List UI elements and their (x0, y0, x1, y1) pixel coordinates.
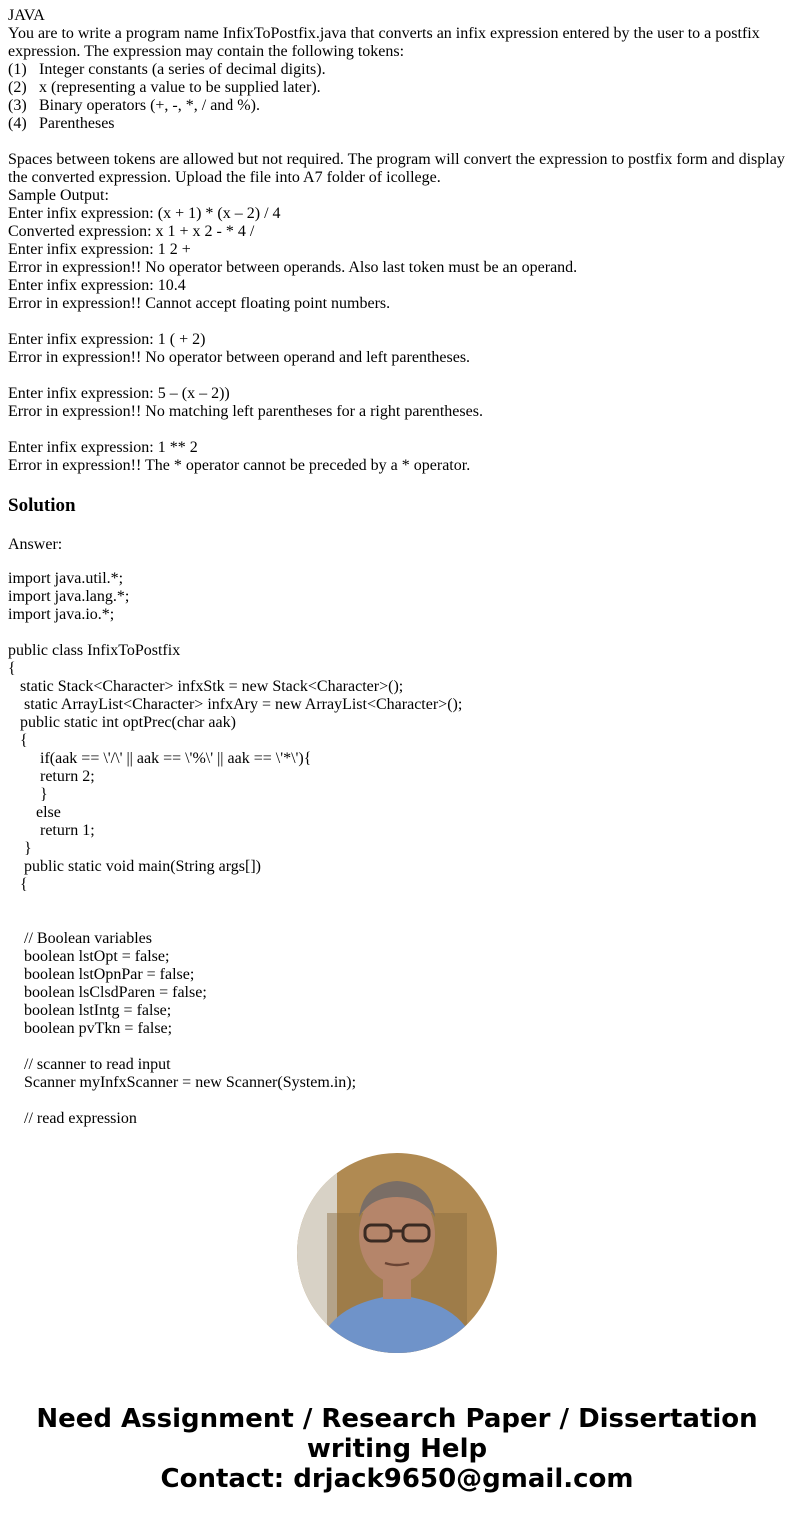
code-line: } (8, 840, 32, 857)
token-text: Integer constants (a series of decimal digits). (39, 61, 326, 78)
code-line (8, 912, 790, 930)
code-line: // scanner to read input (8, 1056, 171, 1073)
code-line: boolean lstIntg = false; (8, 1002, 172, 1019)
sample-line: Enter infix expression: 5 – (x – 2)) (8, 385, 230, 402)
solution-heading: Solution (8, 495, 76, 516)
sample-line: Enter infix expression: 10.4 (8, 277, 186, 294)
code-line: return 1; (8, 822, 95, 839)
question-description: Spaces between tokens are allowed but not required. The program will convert the expression to postfix form and display the converted expression. Upload the file into A7 folder of icollege. (8, 151, 789, 186)
token-number: (1) (8, 61, 27, 78)
spacer (8, 313, 790, 331)
code-line: boolean lstOpt = false; (8, 948, 170, 965)
token-list-item (8, 97, 790, 115)
code-line (8, 894, 790, 912)
code-line: public static int optPrec(char aak) (8, 714, 236, 731)
code-line: import java.io.*; (8, 606, 115, 623)
sample-block (8, 331, 790, 367)
code-line: public class InfixToPostfix (8, 642, 181, 659)
code-line (8, 1092, 790, 1110)
code-line: } (8, 786, 48, 803)
sample-line: Error in expression!! No operator between operands. Also last token must be an operand. (8, 259, 578, 276)
code-line: boolean lsClsdParen = false; (8, 984, 207, 1001)
promo-line: Need Assignment / Research Paper / Dissertation (36, 1404, 758, 1434)
token-list-item (8, 61, 790, 79)
question-title: JAVA (8, 7, 45, 24)
sample-line: Enter infix expression: 1 ** 2 (8, 439, 198, 456)
sample-line: Error in expression!! Cannot accept floating point numbers. (8, 295, 391, 312)
token-number: (4) (8, 115, 27, 132)
token-list-item (8, 115, 790, 133)
code-line: { (8, 732, 28, 749)
code-line: static Stack<Character> infxStk = new Stack<Character>(); (8, 678, 404, 695)
question-intro: You are to write a program name InfixToPostfix.java that converts an infix expression entered by the user to a postfix expression. The expression may contain the following tokens: (8, 25, 764, 60)
token-list (8, 61, 790, 133)
answer-label: Answer: (8, 536, 63, 553)
code-line: import java.lang.*; (8, 588, 130, 605)
sample-line: Enter infix expression: 1 2 + (8, 241, 191, 258)
code-line (8, 1038, 790, 1056)
token-text: Parentheses (39, 115, 115, 132)
sample-block (8, 205, 790, 313)
code-line: import java.util.*; (8, 570, 124, 587)
code-line: // Boolean variables (8, 930, 152, 947)
token-number: (3) (8, 97, 27, 114)
token-text: Binary operators (+, -, *, / and %). (39, 97, 260, 114)
code-line: boolean pvTkn = false; (8, 1020, 173, 1037)
document (8, 7, 790, 1128)
code-line: // read expression (8, 1110, 137, 1127)
sample-line: Error in expression!! No matching left parentheses for a right parentheses. (8, 403, 483, 420)
promo-banner (0, 1404, 794, 1494)
code-line: Scanner myInfxScanner = new Scanner(System.in); (8, 1074, 357, 1091)
sample-line: Enter infix expression: (x + 1) * (x – 2) / 4 (8, 205, 281, 222)
sample-output-label: Sample Output: (8, 187, 109, 204)
code-line: boolean lstOpnPar = false; (8, 966, 195, 983)
code-line: { (8, 876, 28, 893)
code-line: return 2; (8, 768, 95, 785)
sample-block (8, 385, 790, 421)
code-line: else (8, 804, 61, 821)
token-number: (2) (8, 79, 27, 96)
token-list-item (8, 79, 790, 97)
spacer (8, 421, 790, 439)
code-block (8, 570, 790, 1128)
spacer (8, 367, 790, 385)
sample-line: Converted expression: x 1 + x 2 - * 4 / (8, 223, 255, 240)
code-line: { (8, 660, 16, 677)
author-portrait (297, 1153, 497, 1353)
code-line: static ArrayList<Character> infxAry = new ArrayList<Character>(); (8, 696, 463, 713)
sample-line: Enter infix expression: 1 ( + 2) (8, 331, 206, 348)
spacer (8, 133, 790, 151)
sample-block (8, 439, 790, 475)
token-text: x (representing a value to be supplied later). (39, 79, 321, 96)
sample-line: Error in expression!! The * operator cannot be preceded by a * operator. (8, 457, 471, 474)
code-line: public static void main(String args[]) (8, 858, 261, 875)
promo-contact: Contact: drjack9650@gmail.com (160, 1464, 634, 1494)
promo-line: writing Help (306, 1434, 488, 1464)
code-line: if(aak == \'/\' || aak == \'%\' || aak == \'*\'){ (8, 750, 312, 767)
sample-line: Error in expression!! No operator between operand and left parentheses. (8, 349, 471, 366)
author-avatar (297, 1153, 497, 1353)
code-line (8, 624, 790, 642)
